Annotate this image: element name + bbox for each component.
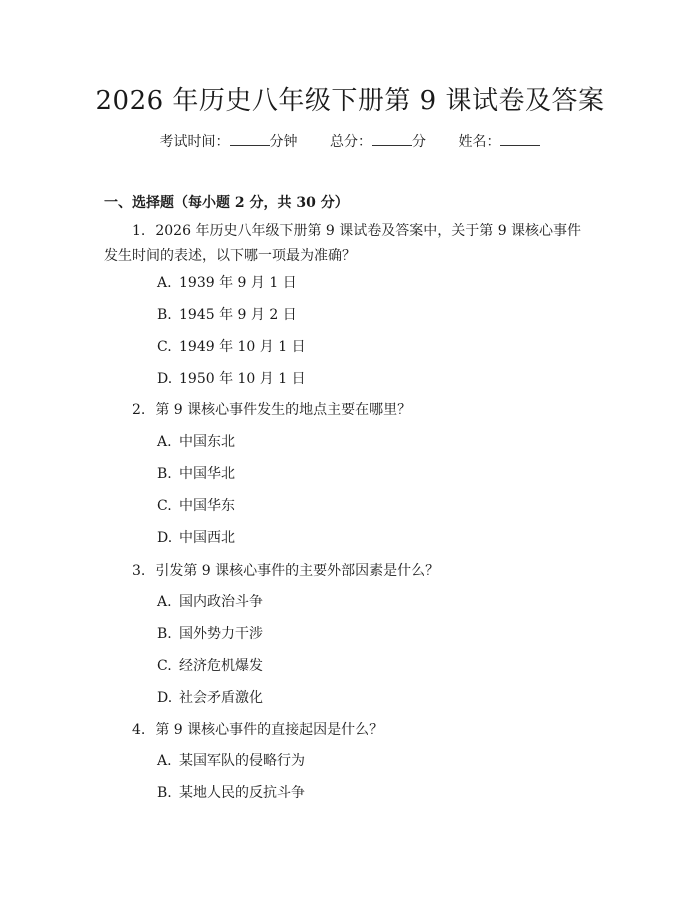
question-text: 2026 年历史八年级下册第 9 课试卷及答案中，关于第 9 课核心事件发生时间的表述，以下哪一项最为准确？ [104, 223, 582, 264]
option-3c [157, 656, 263, 676]
option-letter: D. [157, 690, 173, 706]
option-text: 中国东北 [179, 434, 235, 450]
option-text: 1950 年 10 月 1 日 [179, 371, 306, 387]
option-letter: A. [157, 275, 172, 291]
option-text: 某地人民的反抗斗争 [179, 785, 305, 801]
option-text: 1939 年 9 月 1 日 [179, 275, 297, 291]
student-name [458, 134, 540, 150]
question-number: 4. [132, 722, 146, 738]
option-1b [157, 305, 297, 325]
option-letter: D. [157, 530, 173, 546]
score-unit: 分 [412, 134, 426, 150]
option-letter: B. [157, 785, 172, 801]
option-2b [157, 464, 235, 484]
name-blank [500, 131, 540, 146]
option-text: 社会矛盾激化 [179, 690, 263, 706]
option-letter: B. [157, 466, 172, 482]
question-text: 第 9 课核心事件发生的地点主要在哪里？ [155, 402, 412, 418]
option-text: 1945 年 9 月 2 日 [179, 307, 297, 323]
score-label: 总分： [330, 134, 372, 150]
time-unit: 分钟 [269, 134, 298, 150]
question-number: 3. [132, 563, 146, 579]
option-3a [157, 592, 263, 612]
score-blank [372, 131, 412, 146]
page-title: 2026 年历史八年级下册第 9 课试卷及答案 [95, 86, 605, 116]
option-2d [157, 528, 235, 548]
option-text: 1949 年 10 月 1 日 [179, 339, 306, 355]
question-text: 第 9 课核心事件的直接起因是什么？ [155, 722, 384, 738]
option-text: 中国西北 [179, 530, 235, 546]
question-4 [104, 718, 594, 743]
option-4b [157, 783, 305, 803]
option-2a [157, 432, 235, 452]
option-3b [157, 624, 263, 644]
time-blank [230, 131, 270, 146]
question-2 [104, 398, 594, 423]
exam-time [160, 134, 302, 150]
name-label: 姓名： [458, 134, 501, 150]
option-letter: B. [157, 626, 172, 642]
option-text: 国内政治斗争 [179, 594, 263, 610]
exam-meta [0, 131, 700, 151]
time-label: 考试时间： [159, 134, 230, 150]
question-1 [104, 219, 594, 269]
question-3 [104, 559, 594, 584]
option-4a [157, 751, 305, 771]
option-1d [157, 369, 306, 389]
exam-score [330, 134, 430, 150]
option-text: 中国华东 [179, 498, 235, 514]
question-text: 引发第 9 课核心事件的主要外部因素是什么？ [155, 563, 440, 579]
option-letter: C. [157, 498, 172, 514]
section-title: 一、选择题（每小题 2 分，共 30 分） [104, 195, 349, 211]
option-text: 某国军队的侵略行为 [179, 753, 305, 769]
option-letter: D. [157, 371, 173, 387]
option-letter: B. [157, 307, 172, 323]
option-letter: A. [157, 594, 172, 610]
option-1c [157, 337, 306, 357]
option-letter: C. [157, 658, 172, 674]
option-letter: A. [157, 753, 172, 769]
option-text: 中国华北 [179, 466, 235, 482]
option-letter: C. [157, 339, 172, 355]
question-number: 1. [132, 223, 146, 239]
option-3d [157, 688, 263, 708]
option-1a [157, 273, 297, 293]
option-text: 经济危机爆发 [179, 658, 263, 674]
option-text: 国外势力干涉 [179, 626, 263, 642]
option-2c [157, 496, 235, 516]
question-number: 2. [132, 402, 146, 418]
option-letter: A. [157, 434, 172, 450]
